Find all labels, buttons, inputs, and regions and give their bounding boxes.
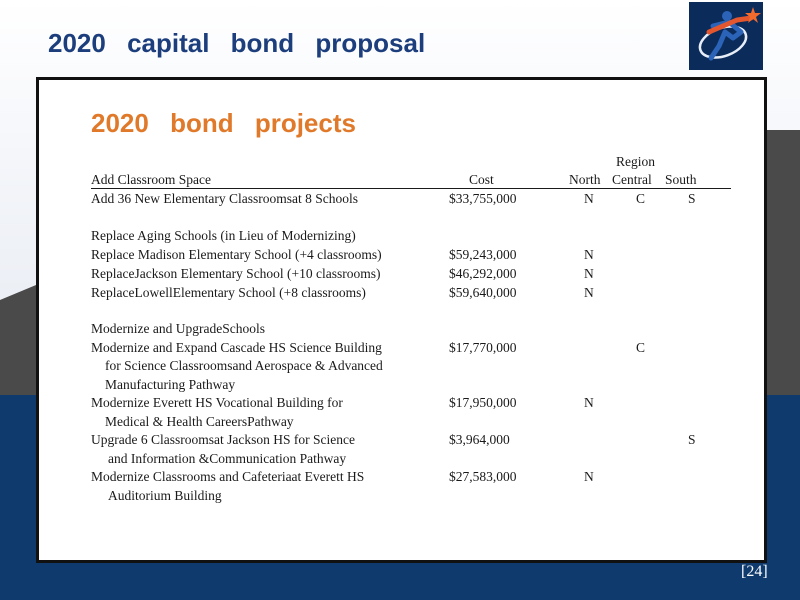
bond-projects-title: 2020 bond projects xyxy=(91,108,356,138)
table-row-north: N xyxy=(584,247,594,262)
table-row-item: ReplaceLowellElementary School (+8 classrooms) xyxy=(91,285,366,300)
table-row-item: Modernize Classrooms and Cafeteriaat Everett HS xyxy=(91,469,365,484)
table-row-item: ReplaceJackson Elementary School (+10 classrooms) xyxy=(91,266,381,281)
table-row-cost: $27,583,000 xyxy=(449,469,517,484)
header-underline xyxy=(91,188,731,189)
table-row-item: Modernize and Expand Cascade HS Science Building xyxy=(91,340,382,355)
table-row-item: Replace Madison Elementary School (+4 classrooms) xyxy=(91,247,382,262)
table-row-cost: $59,243,000 xyxy=(449,247,517,262)
table-row-south: S xyxy=(688,432,696,447)
table-row-north: N xyxy=(584,469,594,484)
section-heading: Modernize and UpgradeSchools xyxy=(91,321,265,336)
south-header: South xyxy=(665,172,697,187)
runner-star-logo-icon xyxy=(689,2,763,70)
north-header: North xyxy=(569,172,601,187)
table-row-north: N xyxy=(584,285,594,300)
table-row-north: N xyxy=(584,395,594,410)
table-row-item: Add 36 New Elementary Classroomsat 8 Schools xyxy=(91,191,358,206)
bond-table-frame xyxy=(36,77,767,563)
table-row-item-cont: Manufacturing Pathway xyxy=(105,377,236,392)
section-heading: Replace Aging Schools (in Lieu of Modernizing) xyxy=(91,228,356,243)
table-row-item: Modernize Everett HS Vocational Building for xyxy=(91,395,343,410)
region-header: Region xyxy=(616,154,655,169)
central-header: Central xyxy=(612,172,652,187)
item-header: Add Classroom Space xyxy=(91,172,211,187)
table-row-cost: $3,964,000 xyxy=(449,432,510,447)
table-row-item-cont: Medical & Health CareersPathway xyxy=(105,414,294,429)
table-row-south: S xyxy=(688,191,696,206)
table-row-cost: $59,640,000 xyxy=(449,285,517,300)
cost-header: Cost xyxy=(469,172,494,187)
table-row-cost: $17,950,000 xyxy=(449,395,517,410)
page-number: [24] xyxy=(741,563,768,580)
bond-table-panel xyxy=(39,80,764,560)
table-row-north: N xyxy=(584,191,594,206)
table-row-cost: $46,292,000 xyxy=(449,266,517,281)
table-row-central: C xyxy=(636,340,646,355)
table-row-cost: $17,770,000 xyxy=(449,340,517,355)
table-row-north: N xyxy=(584,266,594,281)
table-row-cost: $33,755,000 xyxy=(449,191,517,206)
table-row-central: C xyxy=(636,191,646,206)
table-row-item: Upgrade 6 Classroomsat Jackson HS for Science xyxy=(91,432,355,447)
slide-title: 2020 capital bond proposal xyxy=(48,28,426,58)
table-row-item-cont: and Information &Communication Pathway xyxy=(108,451,347,466)
table-row-item-cont: for Science Classroomsand Aerospace & Advanced xyxy=(105,358,383,373)
table-row-item-cont: Auditorium Building xyxy=(108,488,222,503)
